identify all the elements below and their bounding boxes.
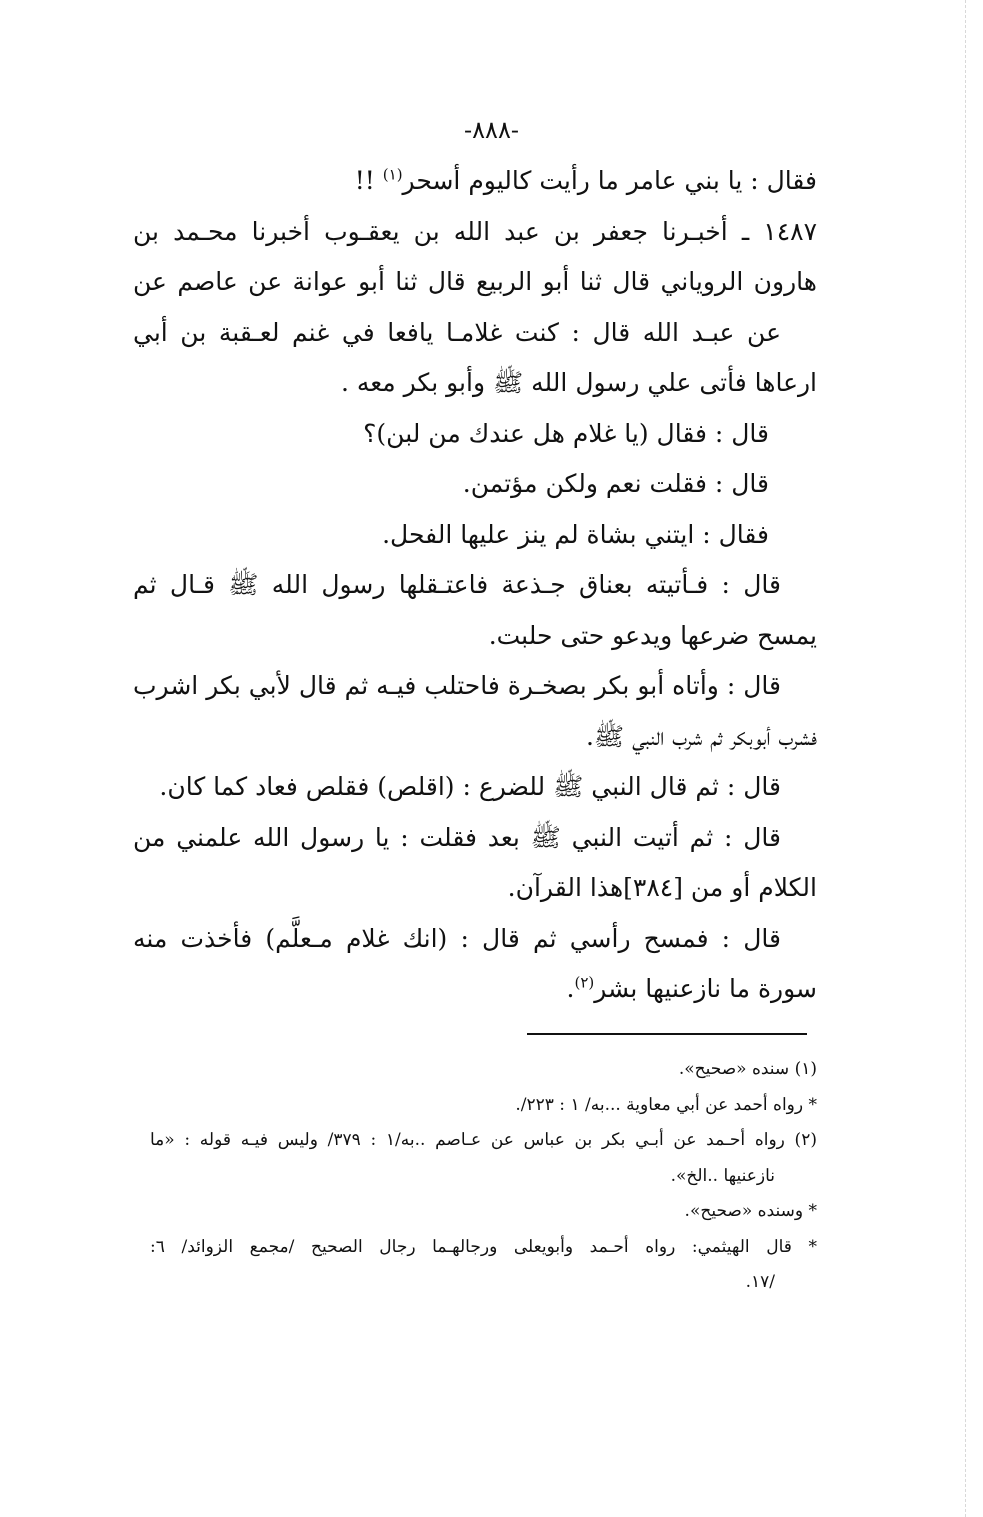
footnote-ref-2: (٢) <box>574 973 595 992</box>
page-edge-line <box>965 0 966 1517</box>
footnote-line-6: * قال الهيثمي: رواه أحـمد وأبويعلى ورجالهـما رجال الصحيح /مجمع الزوائد/ ٦: <box>150 1236 817 1257</box>
footnote-line-5: * وسنده «صحيح». <box>684 1201 817 1221</box>
footnote-separator <box>527 1033 807 1035</box>
footnote-line-1: (١) سنده «صحيح». <box>678 1059 817 1079</box>
text-line-16: قال : فمسح رأسي ثم قال : (انك غلام مـعلَّم) فأخذت منه <box>133 923 781 953</box>
text-line-11: قال : وأتاه أبو بكر بصخـرة فاحتلب فيـه ثم قال لأبي بكر اشرب <box>133 671 781 700</box>
footnote-ref-1: (١) <box>382 165 403 184</box>
page-number: -٨٨٨- <box>464 116 519 144</box>
footnote-line-3: (٢) رواه أحـمد عن أبـي بكر بن عباس عن عـاصم ..به/١ : ٣٧٩/ وليس فيـه قوله : «ما <box>150 1130 817 1150</box>
text-line-13: قال : ثم قال النبي ﷺ للضرع : (اقلص) فقلص فعاد كما كان. <box>159 772 781 801</box>
text-line-17-tail: . <box>566 974 575 1003</box>
text-line-1-tail: !! <box>354 166 383 195</box>
footnote-line-7: /١٧. <box>745 1272 775 1292</box>
text-line-12: فشرب أبوبكر ثم شرب النبي ﷺ. <box>585 721 817 751</box>
main-text <box>133 156 817 1015</box>
text-line-17-body: سورة ما نازعنيها بشر <box>594 974 817 1003</box>
text-line-17 <box>133 964 817 1015</box>
text-line-3: هارون الروياني قال ثنا أبو الربيع قال ثنا أبو عوانة عن عاصم عن <box>133 267 817 296</box>
text-line-2: ١٤٨٧ ـ أخبـرنا جعفر بن عبد الله بن يعقـوب أخبرنا محـمد بن <box>133 216 817 246</box>
text-line-10: يمسح ضرعها ويدعو حتى حلبت. <box>488 620 817 650</box>
text-line-1-body: فقال : يا بني عامر ما رأيت كاليوم أسحر <box>402 166 817 195</box>
text-line-6: قال : فقال (يا غلام هل عندك من لبن)؟ <box>363 418 769 448</box>
text-line-9: قال : فـأتيته بعناق جـذعة فاعتـقلها رسول الله ﷺ قـال ثم <box>133 570 781 599</box>
footnotes <box>150 1052 817 1301</box>
footnote-line-2: * رواه أحمد عن أبي معاوية ...به/ ١ : ٢٢٣/. <box>515 1094 817 1115</box>
text-line-1 <box>133 156 817 207</box>
footnote-line-4: نازعنيها ..الخ». <box>670 1165 775 1186</box>
text-line-8: فقال : ايتني بشاة لم ينز عليها الفحل. <box>382 519 769 549</box>
text-line-14: قال : ثم أتيت النبي ﷺ بعد فقلت : يا رسول الله علمني من <box>133 822 781 852</box>
text-line-5: ارعاها فأتى علي رسول الله ﷺ وأبو بكر معه . <box>340 368 817 397</box>
text-line-4: عن عبـد الله قال : كنت غلامـا يافعا في غنم لعـقبة بن أبي <box>133 317 781 347</box>
text-line-7: قال : فقلت نعم ولكن مؤتمن. <box>462 469 769 498</box>
text-line-15: الكلام أو من [٣٨٤]هذا القرآن. <box>507 873 817 902</box>
